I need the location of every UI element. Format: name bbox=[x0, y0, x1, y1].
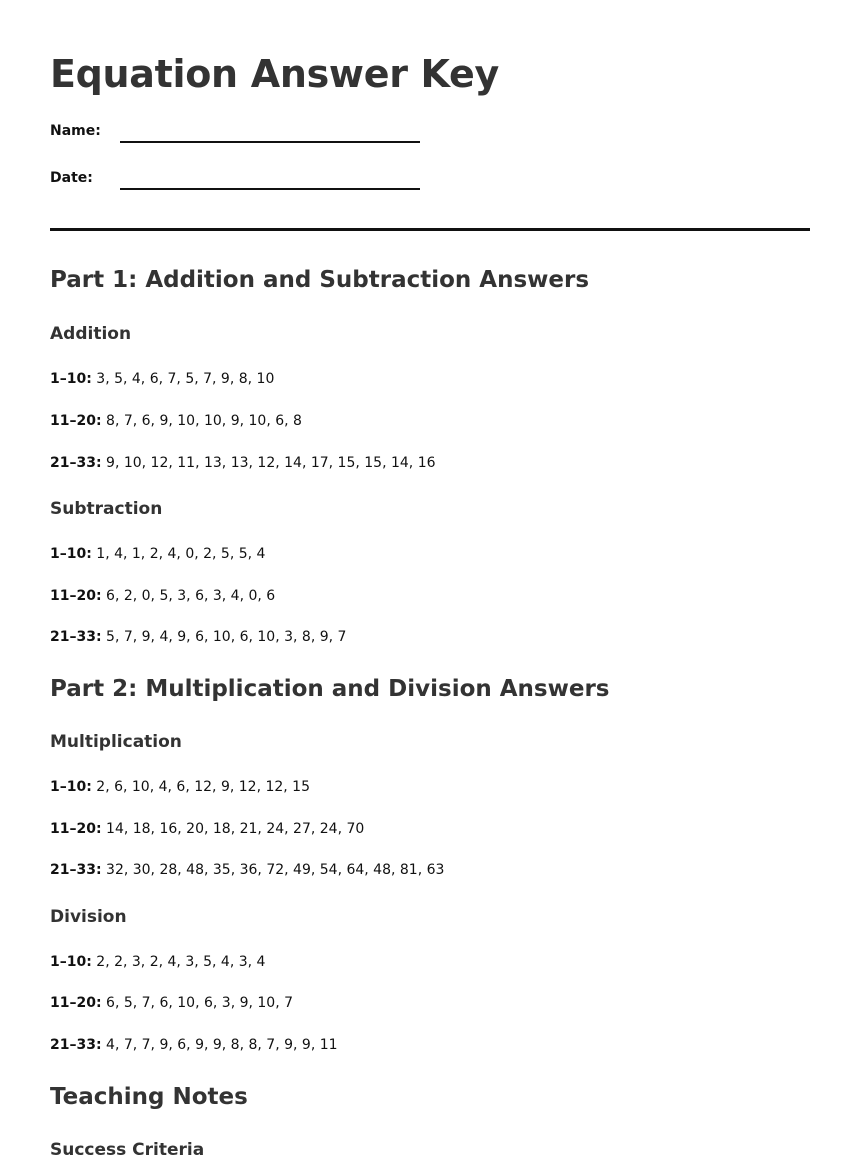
row-range: 11–20: bbox=[50, 588, 102, 604]
multiplication-row-3 bbox=[50, 860, 444, 880]
row-answers: 32, 30, 28, 48, 35, 36, 72, 49, 54, 64, 48, 81, 63 bbox=[106, 862, 445, 878]
row-range: 1–10: bbox=[50, 546, 92, 562]
division-row-2 bbox=[50, 993, 293, 1013]
division-heading: Division bbox=[50, 907, 127, 927]
subtraction-row-2 bbox=[50, 586, 275, 606]
row-answers: 6, 5, 7, 6, 10, 6, 3, 9, 10, 7 bbox=[106, 995, 294, 1011]
addition-row-2 bbox=[50, 411, 302, 431]
row-answers: 5, 7, 9, 4, 9, 6, 10, 6, 10, 3, 8, 9, 7 bbox=[106, 629, 347, 645]
row-range: 11–20: bbox=[50, 413, 102, 429]
row-range: 11–20: bbox=[50, 995, 102, 1011]
row-answers: 8, 7, 6, 9, 10, 10, 9, 10, 6, 8 bbox=[106, 413, 302, 429]
date-label: Date: bbox=[50, 170, 93, 186]
page-title: Equation Answer Key bbox=[50, 52, 499, 96]
success-criteria-heading: Success Criteria bbox=[50, 1140, 205, 1160]
row-range: 1–10: bbox=[50, 779, 92, 795]
row-answers: 1, 4, 1, 2, 4, 0, 2, 5, 5, 4 bbox=[96, 546, 266, 562]
row-range: 21–33: bbox=[50, 1037, 102, 1053]
row-answers: 6, 2, 0, 5, 3, 6, 3, 4, 0, 6 bbox=[106, 588, 276, 604]
date-field[interactable] bbox=[50, 169, 450, 193]
name-input-line[interactable] bbox=[120, 141, 420, 143]
addition-heading: Addition bbox=[50, 324, 132, 344]
division-row-1 bbox=[50, 952, 265, 972]
row-answers: 14, 18, 16, 20, 18, 21, 24, 27, 24, 70 bbox=[106, 821, 365, 837]
row-answers: 4, 7, 7, 9, 6, 9, 9, 8, 8, 7, 9, 9, 11 bbox=[106, 1037, 338, 1053]
division-row-3 bbox=[50, 1035, 338, 1055]
multiplication-row-2 bbox=[50, 819, 364, 839]
row-range: 21–33: bbox=[50, 455, 102, 471]
part2-heading: Part 2: Multiplication and Division Answers bbox=[50, 676, 610, 702]
addition-row-3 bbox=[50, 453, 436, 473]
header-divider bbox=[50, 228, 810, 231]
subtraction-row-3 bbox=[50, 627, 346, 647]
row-range: 21–33: bbox=[50, 629, 102, 645]
row-range: 11–20: bbox=[50, 821, 102, 837]
multiplication-heading: Multiplication bbox=[50, 732, 182, 752]
part1-heading: Part 1: Addition and Subtraction Answers bbox=[50, 267, 590, 293]
row-answers: 2, 2, 3, 2, 4, 3, 5, 4, 3, 4 bbox=[96, 954, 266, 970]
subtraction-heading: Subtraction bbox=[50, 499, 163, 519]
name-field[interactable] bbox=[50, 122, 450, 146]
date-input-line[interactable] bbox=[120, 188, 420, 190]
name-label: Name: bbox=[50, 123, 101, 139]
teaching-notes-heading: Teaching Notes bbox=[50, 1084, 248, 1110]
multiplication-row-1 bbox=[50, 777, 310, 797]
row-answers: 3, 5, 4, 6, 7, 5, 7, 9, 8, 10 bbox=[96, 371, 275, 387]
row-answers: 2, 6, 10, 4, 6, 12, 9, 12, 12, 15 bbox=[96, 779, 310, 795]
addition-row-1 bbox=[50, 369, 274, 389]
row-range: 21–33: bbox=[50, 862, 102, 878]
subtraction-row-1 bbox=[50, 544, 265, 564]
row-range: 1–10: bbox=[50, 371, 92, 387]
row-answers: 9, 10, 12, 11, 13, 13, 12, 14, 17, 15, 15, 14, 16 bbox=[106, 455, 436, 471]
row-range: 1–10: bbox=[50, 954, 92, 970]
